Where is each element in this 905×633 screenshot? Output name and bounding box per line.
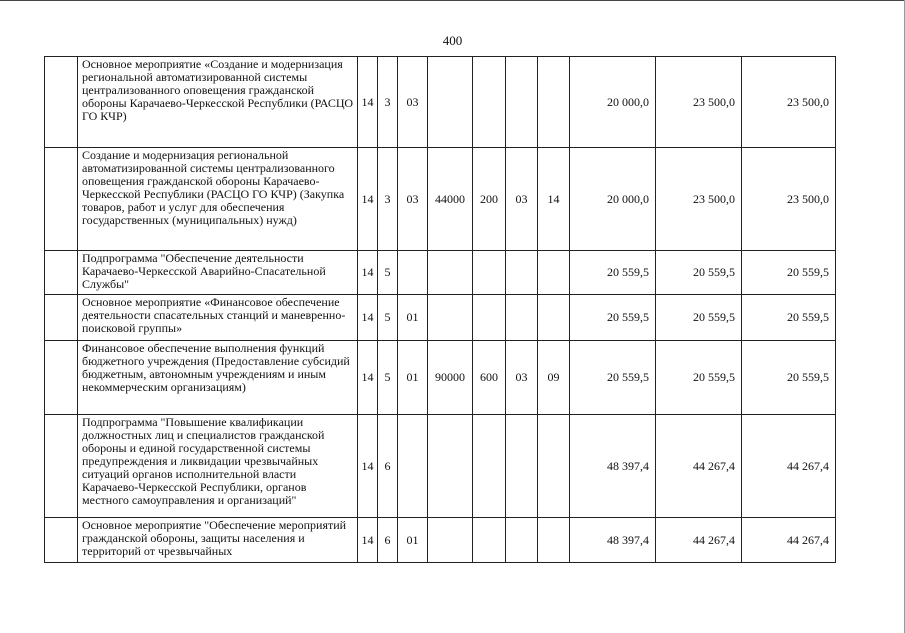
code-cell <box>428 518 473 563</box>
amount-cell: 44 267,4 <box>742 518 836 563</box>
amount-cell: 20 000,0 <box>570 57 656 148</box>
code-cell: 14 <box>358 341 378 415</box>
code-cell: 03 <box>506 341 538 415</box>
amount-cell: 44 267,4 <box>656 518 742 563</box>
code-cell: 5 <box>378 295 398 341</box>
code-cell <box>538 251 570 295</box>
code-cell: 03 <box>506 148 538 251</box>
blank-cell <box>45 57 78 148</box>
code-cell <box>428 415 473 518</box>
item-name: Основное мероприятие "Обеспечение мероприятий гражданской обороны, защиты населения и территорий от чрезвычайных <box>78 518 358 563</box>
table-row <box>45 518 836 563</box>
code-cell <box>428 295 473 341</box>
code-cell: 5 <box>378 251 398 295</box>
code-cell: 09 <box>538 341 570 415</box>
code-cell <box>473 415 506 518</box>
amount-cell: 23 500,0 <box>742 57 836 148</box>
amount-cell: 20 559,5 <box>742 251 836 295</box>
code-cell: 14 <box>358 57 378 148</box>
code-cell <box>428 251 473 295</box>
code-cell <box>506 295 538 341</box>
code-cell <box>473 57 506 148</box>
page-number: 400 <box>442 33 463 48</box>
amount-cell: 20 559,5 <box>742 295 836 341</box>
code-cell: 01 <box>398 295 428 341</box>
amount-cell: 44 267,4 <box>656 415 742 518</box>
table-row <box>45 415 836 518</box>
code-cell: 14 <box>538 148 570 251</box>
code-cell <box>473 251 506 295</box>
code-cell: 600 <box>473 341 506 415</box>
amount-cell: 23 500,0 <box>656 148 742 251</box>
amount-cell: 20 000,0 <box>570 148 656 251</box>
table-row <box>45 341 836 415</box>
code-cell: 14 <box>358 251 378 295</box>
budget-table <box>44 56 836 563</box>
code-cell: 5 <box>378 341 398 415</box>
code-cell <box>473 295 506 341</box>
amount-cell: 23 500,0 <box>656 57 742 148</box>
code-cell: 01 <box>398 341 428 415</box>
item-name: Подпрограмма "Повышение квалификации должностных лиц и специалистов гражданской обороны и единой государственной системы предупреждения и ликвидации чрезвычайных ситуаций органов исполнительной власти Карачаево-Черкесской Республики, органов местного самоуправления и организаций" <box>78 415 358 518</box>
table-row <box>45 251 836 295</box>
amount-cell: 20 559,5 <box>656 295 742 341</box>
blank-cell <box>45 251 78 295</box>
code-cell <box>538 518 570 563</box>
code-cell <box>398 251 428 295</box>
blank-cell <box>45 415 78 518</box>
amount-cell: 23 500,0 <box>742 148 836 251</box>
amount-cell: 20 559,5 <box>570 251 656 295</box>
item-name: Финансовое обеспечение выполнения функций бюджетного учреждения (Предоставление субсидий бюджетным, автономным учреждениям и иным некоммерческим организациям) <box>78 341 358 415</box>
item-name: Основное мероприятие «Финансовое обеспечение деятельности спасательных станций и маневренно-поисковой группы» <box>78 295 358 341</box>
blank-cell <box>45 148 78 251</box>
table-row <box>45 57 836 148</box>
amount-cell: 20 559,5 <box>742 341 836 415</box>
code-cell: 6 <box>378 415 398 518</box>
code-cell <box>506 415 538 518</box>
amount-cell: 20 559,5 <box>656 251 742 295</box>
item-name: Создание и модернизация региональной автоматизированной системы централизованного оповещения гражданской обороны Карачаево-Черкесской Республики (РАСЦО ГО КЧР) (Закупка товаров, работ и услуг для обеспечения государственных (муниципальных) нужд) <box>78 148 358 251</box>
blank-cell <box>45 518 78 563</box>
code-cell <box>538 415 570 518</box>
table-row <box>45 148 836 251</box>
code-cell <box>398 415 428 518</box>
code-cell <box>506 57 538 148</box>
code-cell: 200 <box>473 148 506 251</box>
amount-cell: 20 559,5 <box>570 341 656 415</box>
blank-cell <box>45 341 78 415</box>
code-cell: 03 <box>398 148 428 251</box>
code-cell: 44000 <box>428 148 473 251</box>
blank-cell <box>45 295 78 341</box>
code-cell: 14 <box>358 295 378 341</box>
code-cell: 3 <box>378 57 398 148</box>
amount-cell: 48 397,4 <box>570 415 656 518</box>
amount-cell: 48 397,4 <box>570 518 656 563</box>
amount-cell: 20 559,5 <box>656 341 742 415</box>
code-cell <box>473 518 506 563</box>
code-cell: 3 <box>378 148 398 251</box>
code-cell: 6 <box>378 518 398 563</box>
item-name: Основное мероприятие «Создание и модернизация региональной автоматизированной системы централизованного оповещения гражданской обороны Карачаево-Черкесской Республики (РАСЦО ГО КЧР) <box>78 57 358 148</box>
code-cell <box>506 518 538 563</box>
page-top-edge <box>0 0 905 1</box>
amount-cell: 44 267,4 <box>742 415 836 518</box>
code-cell: 90000 <box>428 341 473 415</box>
code-cell <box>428 57 473 148</box>
code-cell <box>538 295 570 341</box>
amount-cell: 20 559,5 <box>570 295 656 341</box>
code-cell <box>538 57 570 148</box>
table-row <box>45 295 836 341</box>
code-cell: 03 <box>398 57 428 148</box>
code-cell <box>506 251 538 295</box>
code-cell: 14 <box>358 148 378 251</box>
item-name: Подпрограмма "Обеспечение деятельности Карачаево-Черкесской Аварийно-Спасательной Службы" <box>78 251 358 295</box>
code-cell: 14 <box>358 415 378 518</box>
code-cell: 01 <box>398 518 428 563</box>
code-cell: 14 <box>358 518 378 563</box>
